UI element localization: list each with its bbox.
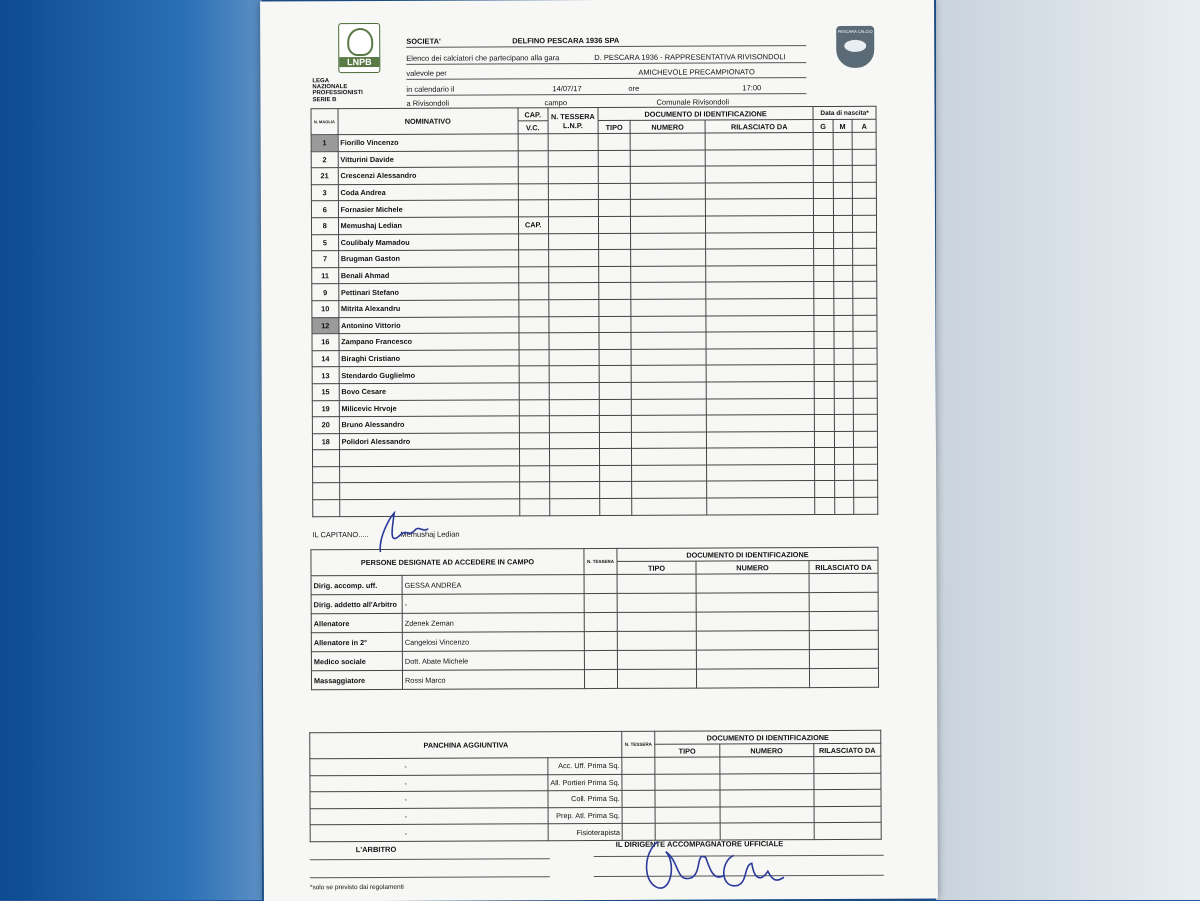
person-name: Dott. Abate Michele bbox=[402, 651, 584, 671]
player-name: Stendardo Guglielmo bbox=[339, 366, 519, 383]
player-name: Bruno Alessandro bbox=[339, 416, 519, 433]
shirt-number: 10 bbox=[312, 301, 339, 318]
player-name: Polidori Alessandro bbox=[339, 433, 519, 450]
arbitro-label: L'ARBITRO bbox=[355, 844, 397, 855]
captain-mark bbox=[518, 150, 548, 167]
bench-role: Prep. Atl. Prima Sq. bbox=[548, 807, 622, 824]
background-left bbox=[0, 0, 262, 900]
captain-mark bbox=[519, 416, 549, 433]
capitano-label: IL CAPITANO..... bbox=[312, 530, 369, 540]
captain-mark bbox=[518, 233, 548, 250]
captain-mark bbox=[519, 300, 549, 317]
bench-name: - bbox=[310, 808, 548, 826]
dirigente-signature bbox=[636, 821, 796, 898]
player-name: Vitturini Davide bbox=[338, 150, 518, 167]
shirt-number: 5 bbox=[312, 234, 339, 251]
player-name: Zampano Francesco bbox=[339, 333, 519, 350]
shirt-number: 11 bbox=[312, 267, 339, 284]
dolphin-icon bbox=[844, 40, 866, 52]
valevole-value: AMICHEVOLE PRECAMPIONATO bbox=[638, 67, 755, 77]
bench-role: Fisioterapista bbox=[548, 824, 622, 841]
lnpb-mark-icon bbox=[347, 28, 373, 56]
captain-mark bbox=[519, 349, 549, 366]
societa-label: SOCIETA' bbox=[406, 36, 441, 46]
shirt-number: 7 bbox=[312, 251, 339, 268]
table-row bbox=[311, 649, 878, 670]
bench-name: - bbox=[310, 758, 548, 776]
background-right bbox=[936, 0, 1200, 900]
table-row bbox=[311, 611, 878, 632]
role-label: Medico sociale bbox=[311, 651, 402, 670]
shirt-number: 6 bbox=[311, 201, 338, 218]
shirt-number: 2 bbox=[311, 151, 338, 168]
table-row bbox=[311, 573, 878, 594]
player-name: Coulibaly Mamadou bbox=[338, 233, 518, 250]
shirt-number: 1 bbox=[311, 135, 338, 152]
captain-mark bbox=[519, 466, 549, 483]
player-name: Coda Andrea bbox=[338, 184, 518, 201]
shirt-number: 12 bbox=[312, 317, 339, 334]
ore-label: ore bbox=[628, 83, 640, 93]
match-time: 17:00 bbox=[742, 83, 762, 93]
shirt-number: 3 bbox=[311, 184, 338, 201]
captain-mark bbox=[519, 333, 549, 350]
person-name: Zdenek Zeman bbox=[402, 613, 584, 633]
players-table: N. MAGLIA NOMINATIVO CAP. N. TESSERA L.N.P. DOCUMENTO DI IDENTIFICAZIONE Data di nascita* V.C. TIPO NUMERO RILASCIATO DA G M A 1 Fiorillo Vincenzo 2 Vitturini Davide 21 Crescenzi Alessandro 3 Coda Andrea 6 Fornasier Michele 8 Memushaj Ledian CAP. 5 Coulibaly Mamadou 7 Brugman Gaston 11 Benali Ahmad 9 Pettinari Stefano 10 Mitrita Alexandru 12 Antonino Vittorio 16 Zampano Francesco 14 Biraghi Cristiano 13 Stendardo Guglielmo 15 Bovo Cesare 19 Milicevic Hrvoje 20 Bruno Alessandro 18 Polidori Alessandro bbox=[311, 106, 879, 517]
player-name: Fornasier Michele bbox=[338, 200, 518, 217]
bench-role: Coll. Prima Sq. bbox=[548, 791, 622, 808]
captain-mark bbox=[518, 167, 548, 184]
elenco-label: Elenco dei calciatori che partecipano alla gara bbox=[406, 53, 560, 63]
player-name: Crescenzi Alessandro bbox=[338, 167, 518, 184]
player-name: Fiorillo Vincenzo bbox=[338, 134, 518, 151]
shirt-number: 13 bbox=[312, 367, 339, 384]
shirt-number: 19 bbox=[312, 400, 339, 417]
player-name: Antonino Vittorio bbox=[339, 316, 519, 333]
captain-mark bbox=[518, 134, 548, 151]
player-name: Mitrita Alexandru bbox=[338, 300, 518, 317]
shirt-number: 15 bbox=[312, 384, 339, 401]
role-label: Allenatore bbox=[311, 613, 402, 632]
shirt-number: 8 bbox=[311, 218, 338, 235]
shirt-number: 14 bbox=[312, 350, 339, 367]
role-label: Massaggiatore bbox=[311, 670, 402, 689]
role-label: Allenatore in 2° bbox=[311, 632, 402, 651]
person-name: - bbox=[402, 594, 584, 614]
player-name: Milicevic Hrvoje bbox=[339, 399, 519, 416]
lnpb-logo: LNPB bbox=[338, 23, 380, 73]
player-name bbox=[339, 466, 519, 483]
table-row bbox=[311, 592, 878, 613]
pescara-logo: PESCARA CALCIO bbox=[836, 26, 874, 68]
panchina-table: PANCHINA AGGIUNTIVA N. TESSERA DOCUMENTO DI IDENTIFICAZIONE TIPO NUMERO RILASCIATO DA - Acc. Uff. Prima Sq. - All. Portieri Prima Sq. - Coll. Prima Sq. - Prep. Atl. Prima Sq. - Fisioterapista bbox=[309, 730, 881, 842]
person-name: Cangelosi Vincenzo bbox=[402, 632, 584, 652]
captain-mark bbox=[518, 184, 548, 201]
bench-role: Acc. Uff. Prima Sq. bbox=[548, 757, 622, 774]
player-name: Benali Ahmad bbox=[338, 267, 518, 284]
captain-mark bbox=[519, 383, 549, 400]
shirt-number: 21 bbox=[311, 168, 338, 185]
lega-block: LEGA NAZIONALE PROFESSIONISTI SERIE B bbox=[312, 78, 363, 103]
luogo: a Rivisondoli bbox=[406, 98, 450, 108]
dirigente-label: IL DIRIGENTE ACCOMPAGNATORE UFFICIALE bbox=[615, 839, 784, 849]
player-name: Pettinari Stefano bbox=[338, 283, 518, 300]
role-label: Dirig. accomp. uff. bbox=[311, 575, 402, 594]
calendario-label: in calendario il bbox=[406, 84, 455, 94]
shirt-number bbox=[313, 467, 340, 484]
captain-mark: CAP. bbox=[518, 217, 548, 234]
captain-mark bbox=[519, 432, 549, 449]
table-row bbox=[311, 668, 878, 689]
match-sheet bbox=[260, 0, 938, 901]
bench-name: - bbox=[310, 824, 548, 842]
captain-mark bbox=[519, 316, 549, 333]
player-name: Biraghi Cristiano bbox=[339, 350, 519, 367]
person-name: Rossi Marco bbox=[402, 670, 584, 690]
captain-mark bbox=[519, 449, 549, 466]
captain-mark bbox=[519, 399, 549, 416]
captain-mark bbox=[518, 266, 548, 283]
capitano-name: Memushaj Ledian bbox=[400, 529, 460, 539]
shirt-number bbox=[312, 450, 339, 467]
player-name: Memushaj Ledian bbox=[338, 217, 518, 234]
valevole-label: valevole per bbox=[406, 68, 447, 78]
shirt-number bbox=[313, 500, 340, 517]
persone-table: PERSONE DESIGNATE AD ACCEDERE IN CAMPO N. TESSERA DOCUMENTO DI IDENTIFICAZIONE TIPO NUMERO RILASCIATO DA Dirig. accomp. uff. GESSA ANDREA Dirig. addetto all'Arbitro - Allenatore Zdenek Zeman Allenatore in 2° Cangelosi Vincenzo Medico sociale Dott. Abate Michele Massaggiatore Rossi Marco bbox=[310, 547, 879, 690]
player-name bbox=[339, 449, 519, 466]
shirt-number: 9 bbox=[312, 284, 339, 301]
shirt-number bbox=[313, 483, 340, 500]
campo-value: Comunale Rivisondoli bbox=[656, 97, 730, 107]
captain-mark bbox=[519, 283, 549, 300]
player-name: Brugman Gaston bbox=[338, 250, 518, 267]
bench-name: - bbox=[310, 774, 548, 792]
societa-value: DELFINO PESCARA 1936 SPA bbox=[512, 35, 620, 46]
match-date: 14/07/17 bbox=[552, 84, 582, 94]
captain-mark bbox=[519, 499, 549, 516]
shirt-number: 20 bbox=[312, 417, 339, 434]
person-name: GESSA ANDREA bbox=[402, 575, 584, 595]
captain-mark bbox=[519, 366, 549, 383]
bench-role: All. Portieri Prima Sq. bbox=[548, 774, 622, 791]
captain-mark bbox=[518, 200, 548, 217]
shirt-number: 16 bbox=[312, 334, 339, 351]
player-name bbox=[339, 482, 519, 499]
footnote: *solo se previsto dai regolamenti bbox=[309, 883, 404, 892]
captain-mark bbox=[519, 482, 549, 499]
campo-label: campo bbox=[544, 98, 568, 108]
bench-name: - bbox=[310, 791, 548, 809]
table-row bbox=[311, 630, 878, 651]
player-name: Bovo Cesare bbox=[339, 383, 519, 400]
gara-value: D. PESCARA 1936 - RAPPRESENTATIVA RIVISONDOLI bbox=[594, 52, 786, 63]
captain-mark bbox=[518, 250, 548, 267]
role-label: Dirig. addetto all'Arbitro bbox=[311, 594, 402, 613]
shirt-number: 18 bbox=[312, 433, 339, 450]
